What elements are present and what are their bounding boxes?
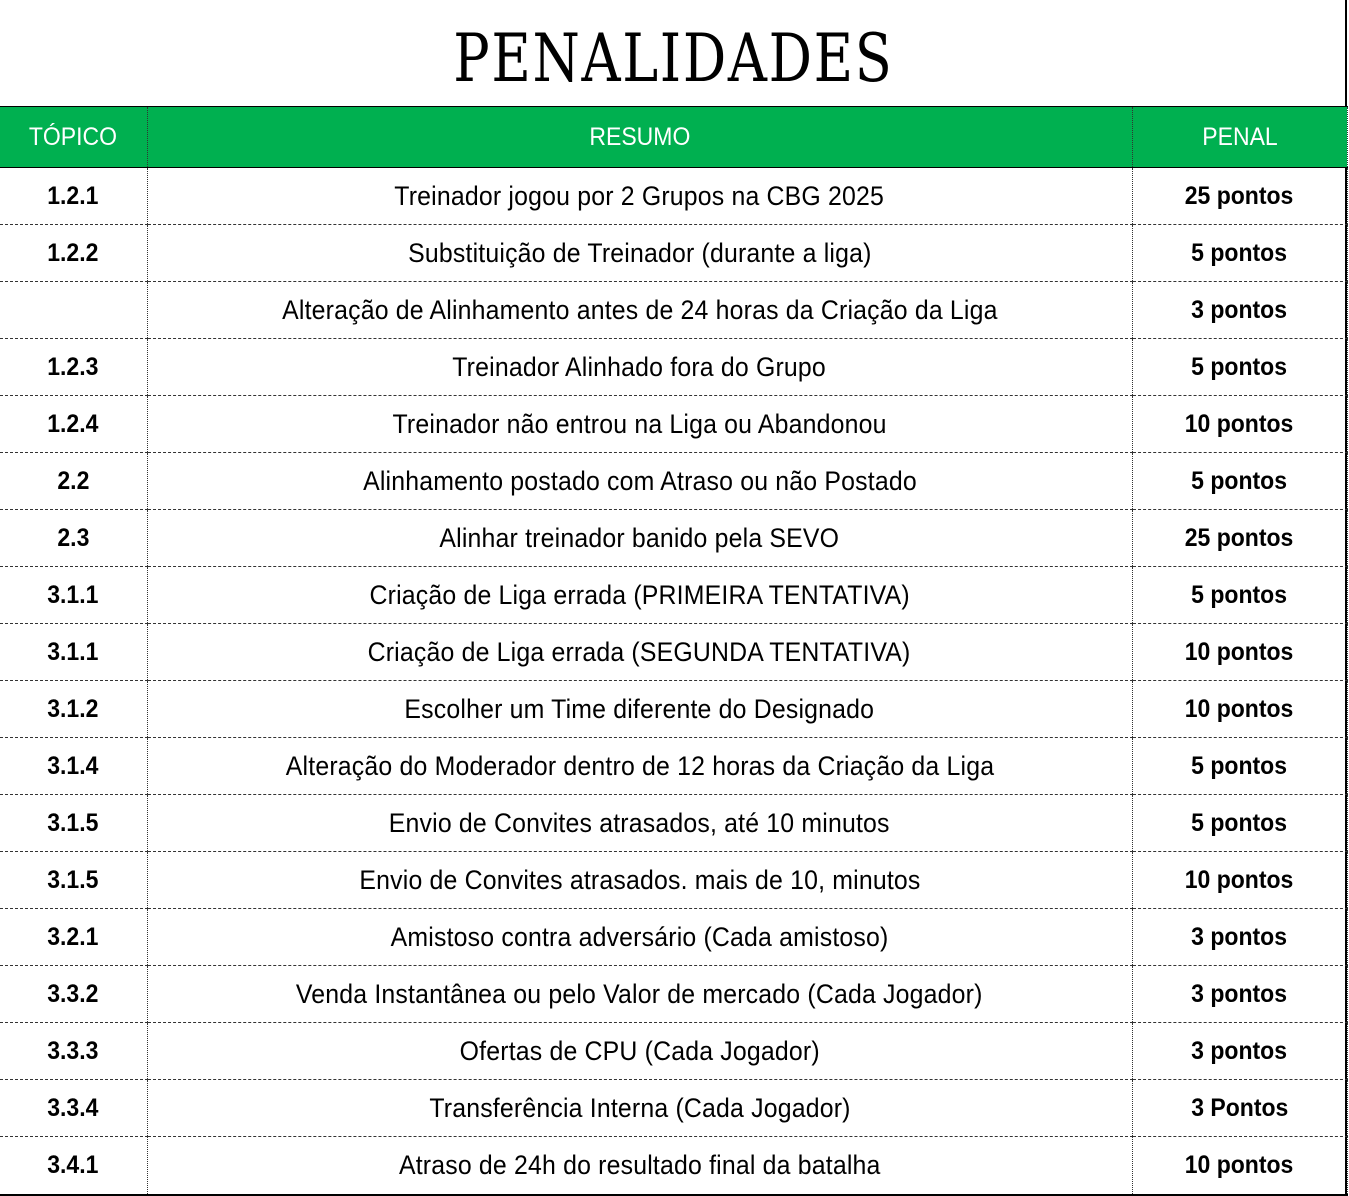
summary-cell: Ofertas de CPU (Cada Jogador) — [147, 1023, 1132, 1080]
penalty-cell: 5 pontos — [1132, 453, 1347, 510]
page-title — [0, 0, 1347, 106]
table-row — [0, 1023, 1347, 1080]
penalty-cell: 25 pontos — [1132, 168, 1347, 225]
header-summary: RESUMO — [147, 107, 1132, 168]
table-body — [0, 168, 1347, 1196]
header-penalty: PENAL — [1132, 107, 1347, 168]
penalty-cell: 5 pontos — [1132, 225, 1347, 282]
topic-cell: 3.1.2 — [0, 681, 147, 738]
penalty-cell: 5 pontos — [1132, 567, 1347, 624]
topic-cell: 2.2 — [0, 453, 147, 510]
summary-cell: Substituição de Treinador (durante a liga) — [147, 225, 1132, 282]
summary-cell: Transferência Interna (Cada Jogador) — [147, 1080, 1132, 1137]
penalty-cell: 10 pontos — [1132, 1137, 1347, 1196]
summary-cell: Treinador não entrou na Liga ou Abandonou — [147, 396, 1132, 453]
topic-cell: 1.2.3 — [0, 339, 147, 396]
summary-cell: Alinhamento postado com Atraso ou não Postado — [147, 453, 1132, 510]
topic-cell: 3.3.4 — [0, 1080, 147, 1137]
topic-cell: 1.2.1 — [0, 168, 147, 225]
table-row — [0, 738, 1347, 795]
page-title-text: PENALIDADES — [453, 19, 894, 97]
summary-cell: Envio de Convites atrasados, até 10 minutos — [147, 795, 1132, 852]
summary-cell: Escolher um Time diferente do Designado — [147, 681, 1132, 738]
summary-cell: Venda Instantânea ou pelo Valor de mercado (Cada Jogador) — [147, 966, 1132, 1023]
topic-cell: 3.1.1 — [0, 567, 147, 624]
topic-cell: 3.2.1 — [0, 909, 147, 966]
topic-cell: 3.1.1 — [0, 624, 147, 681]
topic-cell: 2.3 — [0, 510, 147, 567]
table-row — [0, 624, 1347, 681]
table-row — [0, 396, 1347, 453]
table-row — [0, 795, 1347, 852]
summary-cell: Amistoso contra adversário (Cada amistoso) — [147, 909, 1132, 966]
table-row — [0, 510, 1347, 567]
table-row — [0, 681, 1347, 738]
penalty-cell: 3 Pontos — [1132, 1080, 1347, 1137]
penalty-cell: 3 pontos — [1132, 966, 1347, 1023]
penalty-table — [0, 106, 1348, 1196]
topic-cell: 1.2.2 — [0, 225, 147, 282]
table-header — [0, 107, 1347, 168]
table-row — [0, 567, 1347, 624]
penalty-cell: 10 pontos — [1132, 624, 1347, 681]
penalty-cell: 25 pontos — [1132, 510, 1347, 567]
topic-cell: 3.1.5 — [0, 852, 147, 909]
penalty-cell: 5 pontos — [1132, 339, 1347, 396]
summary-cell: Alinhar treinador banido pela SEVO — [147, 510, 1132, 567]
topic-cell: 3.4.1 — [0, 1137, 147, 1196]
topic-cell: 1.2.4 — [0, 396, 147, 453]
penalty-cell: 3 pontos — [1132, 282, 1347, 339]
summary-cell: Criação de Liga errada (PRIMEIRA TENTATIVA) — [147, 567, 1132, 624]
topic-cell: 3.1.5 — [0, 795, 147, 852]
penalty-cell: 5 pontos — [1132, 738, 1347, 795]
penalty-cell: 10 pontos — [1132, 681, 1347, 738]
summary-cell: Envio de Convites atrasados. mais de 10, minutos — [147, 852, 1132, 909]
table-row — [0, 909, 1347, 966]
table-row — [0, 1080, 1347, 1137]
penalty-cell: 10 pontos — [1132, 396, 1347, 453]
table-row — [0, 339, 1347, 396]
penalty-cell: 3 pontos — [1132, 909, 1347, 966]
summary-cell: Treinador jogou por 2 Grupos na CBG 2025 — [147, 168, 1132, 225]
table-row — [0, 453, 1347, 510]
penalty-cell: 3 pontos — [1132, 1023, 1347, 1080]
summary-cell: Treinador Alinhado fora do Grupo — [147, 339, 1132, 396]
header-topic: TÓPICO — [0, 107, 147, 168]
summary-cell: Atraso de 24h do resultado final da batalha — [147, 1137, 1132, 1196]
summary-cell: Alteração do Moderador dentro de 12 horas da Criação da Liga — [147, 738, 1132, 795]
header-row — [0, 107, 1347, 168]
table-row — [0, 168, 1347, 225]
penalty-cell: 10 pontos — [1132, 852, 1347, 909]
topic-cell — [0, 282, 147, 339]
table-row — [0, 966, 1347, 1023]
topic-cell: 3.3.2 — [0, 966, 147, 1023]
table-row — [0, 852, 1347, 909]
table-row — [0, 225, 1347, 282]
summary-cell: Alteração de Alinhamento antes de 24 horas da Criação da Liga — [147, 282, 1132, 339]
summary-cell: Criação de Liga errada (SEGUNDA TENTATIVA) — [147, 624, 1132, 681]
table-row — [0, 1137, 1347, 1196]
table-row — [0, 282, 1347, 339]
topic-cell: 3.3.3 — [0, 1023, 147, 1080]
topic-cell: 3.1.4 — [0, 738, 147, 795]
penalty-cell: 5 pontos — [1132, 795, 1347, 852]
